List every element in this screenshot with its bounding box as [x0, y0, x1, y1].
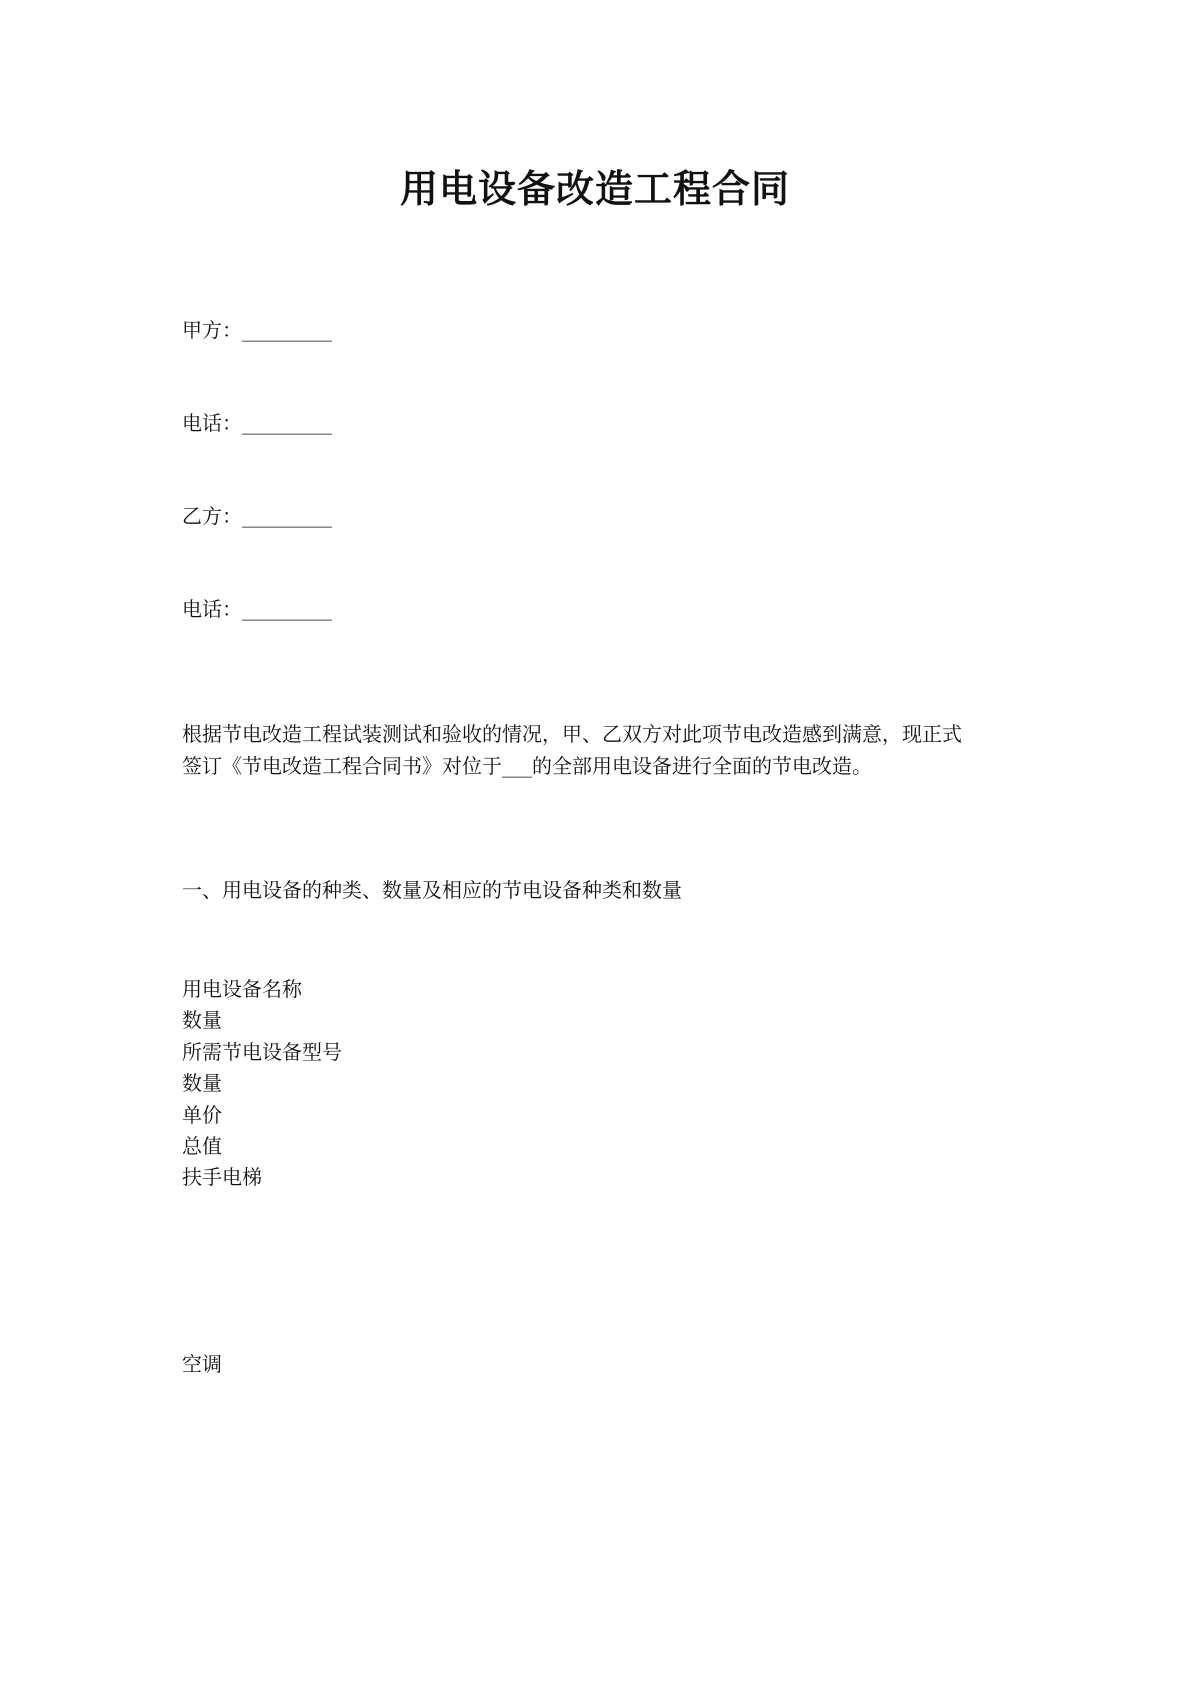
section-1-heading: 一、用电设备的种类、数量及相应的节电设备种类和数量	[182, 878, 682, 902]
table-item: 扶手电梯	[182, 1165, 262, 1190]
table-item: 总值	[182, 1134, 222, 1159]
table-item-air-conditioner: 空调	[182, 1352, 222, 1376]
document-title: 用电设备改造工程合同	[399, 166, 790, 211]
table-item: 单价	[182, 1102, 222, 1127]
table-item: 用电设备名称	[182, 977, 302, 1001]
party-b-line: 乙方：_________	[182, 504, 332, 528]
phone-b-line: 电话：_________	[182, 597, 332, 621]
phone-a-line: 电话：_________	[182, 411, 332, 435]
party-a-line: 甲方：_________	[182, 318, 332, 342]
intro-line-1: 根据节电改造工程试装测试和验收的情况，甲、乙双方对此项节电改造感到满意，现正式	[182, 722, 962, 746]
table-item: 所需节电设备型号	[182, 1039, 342, 1064]
table-item: 数量	[182, 1071, 222, 1096]
intro-paragraph	[182, 718, 1022, 782]
table-item: 数量	[182, 1008, 222, 1033]
equipment-table-text	[182, 974, 342, 1194]
intro-line-2: 签订《节电改造工程合同书》对位于___的全部用电设备进行全面的节电改造。	[182, 754, 872, 778]
